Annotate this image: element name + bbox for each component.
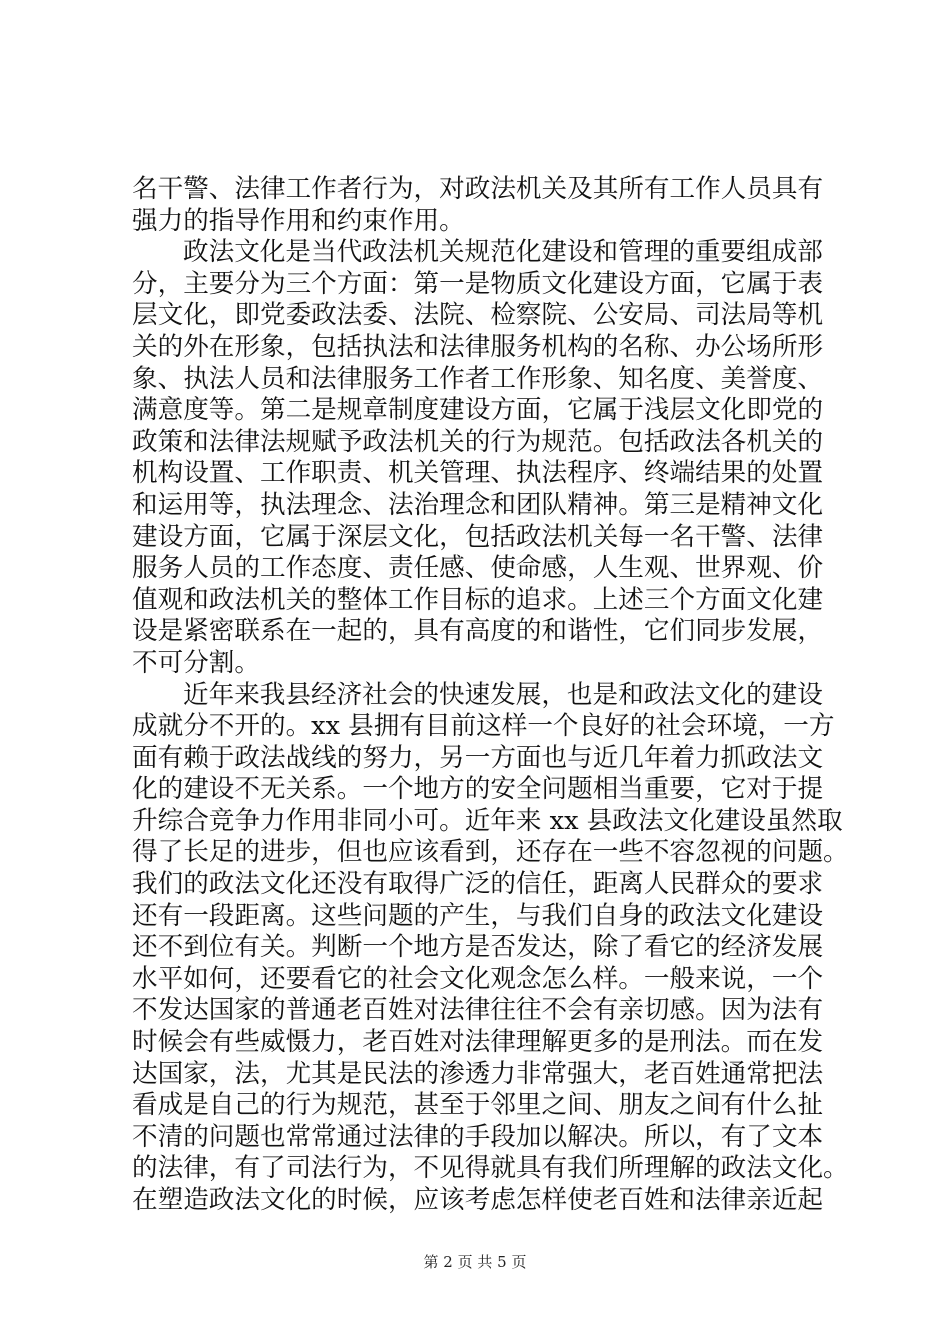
text-line: 机构设置、工作职责、机关管理、执法程序、终端结果的处置 (132, 458, 824, 489)
text-line: 建设方面，它属于深层文化，包括政法机关每一名干警、法律 (132, 521, 824, 552)
text-line: 满意度等。第二是规章制度建设方面，它属于浅层文化即党的 (132, 395, 824, 426)
text-line: 服务人员的工作态度、责任感、使命感，人生观、世界观、价 (132, 553, 824, 584)
text-line: 不发达国家的普通老百姓对法律往往不会有亲切感。因为法有 (132, 995, 824, 1026)
text-line: 成就分不开的。xx 县拥有目前这样一个良好的社会环境，一方 (132, 711, 835, 742)
text-line: 不清的问题也常常通过法律的手段加以解决。所以，有了文本 (132, 1121, 824, 1152)
text-line: 还有一段距离。这些问题的产生，与我们自身的政法文化建设 (132, 900, 824, 931)
text-line: 关的外在形象，包括执法和法律服务机构的名称、办公场所形 (132, 331, 824, 362)
text-line: 名干警、法律工作者行为，对政法机关及其所有工作人员具有 (132, 174, 824, 204)
text-line: 层文化，即党委政法委、法院、检察院、公安局、司法局等机 (132, 300, 824, 331)
text-line: 和运用等，执法理念、法治理念和团队精神。第三是精神文化 (132, 489, 824, 520)
text-line: 在塑造政法文化的时候，应该考虑怎样使老百姓和法律亲近起 (132, 1185, 824, 1215)
paragraph-start-line: 近年来我县经济社会的快速发展，也是和政法文化的建设 (183, 679, 823, 710)
text-line: 分，主要分为三个方面：第一是物质文化建设方面，它属于表 (132, 268, 824, 299)
text-line: 政策和法律法规赋予政法机关的行为规范。包括政法各机关的 (132, 426, 824, 457)
text-line: 达国家，法，尤其是民法的渗透力非常强大，老百姓通常把法 (132, 1058, 824, 1089)
text-line: 强力的指导作用和约束作用。 (132, 205, 465, 236)
text-line: 我们的政法文化还没有取得广泛的信任，距离人民群众的要求 (132, 869, 824, 900)
text-line: 化的建设不无关系。一个地方的安全问题相当重要，它对于提 (132, 774, 824, 805)
text-line: 的法律，有了司法行为，不见得就具有我们所理解的政法文化。 (132, 1153, 849, 1184)
text-line: 象、执法人员和法律服务工作者工作形象、知名度、美誉度、 (132, 363, 824, 394)
body-text (132, 174, 849, 1217)
text-line: 看成是自己的行为规范，甚至于邻里之间、朋友之间有什么扯 (132, 1090, 824, 1121)
text-line: 升综合竞争力作用非同小可。近年来 xx 县政法文化建设虽然取 (132, 805, 843, 836)
page-number-footer: 第 2 页 共 5 页 (423, 1253, 527, 1271)
text-line: 面有赖于政法战线的努力，另一方面也与近几年着力抓政法文 (132, 742, 824, 773)
text-line: 值观和政法机关的整体工作目标的追求。上述三个方面文化建 (132, 584, 824, 615)
paragraph-start-line: 政法文化是当代政法机关规范化建设和管理的重要组成部 (183, 237, 823, 268)
text-line: 还不到位有关。判断一个地方是否发达，除了看它的经济发展 (132, 932, 824, 963)
text-line: 设是紧密联系在一起的，具有高度的和谐性，它们同步发展， (132, 616, 824, 647)
text-line: 水平如何，还要看它的社会文化观念怎么样。一般来说，一个 (132, 963, 824, 994)
text-line: 时候会有些威慑力，老百姓对法律理解更多的是刑法。而在发 (132, 1027, 824, 1058)
text-line: 得了长足的进步，但也应该看到，还存在一些不容忽视的问题。 (132, 837, 849, 868)
text-line: 不可分割。 (132, 647, 260, 678)
